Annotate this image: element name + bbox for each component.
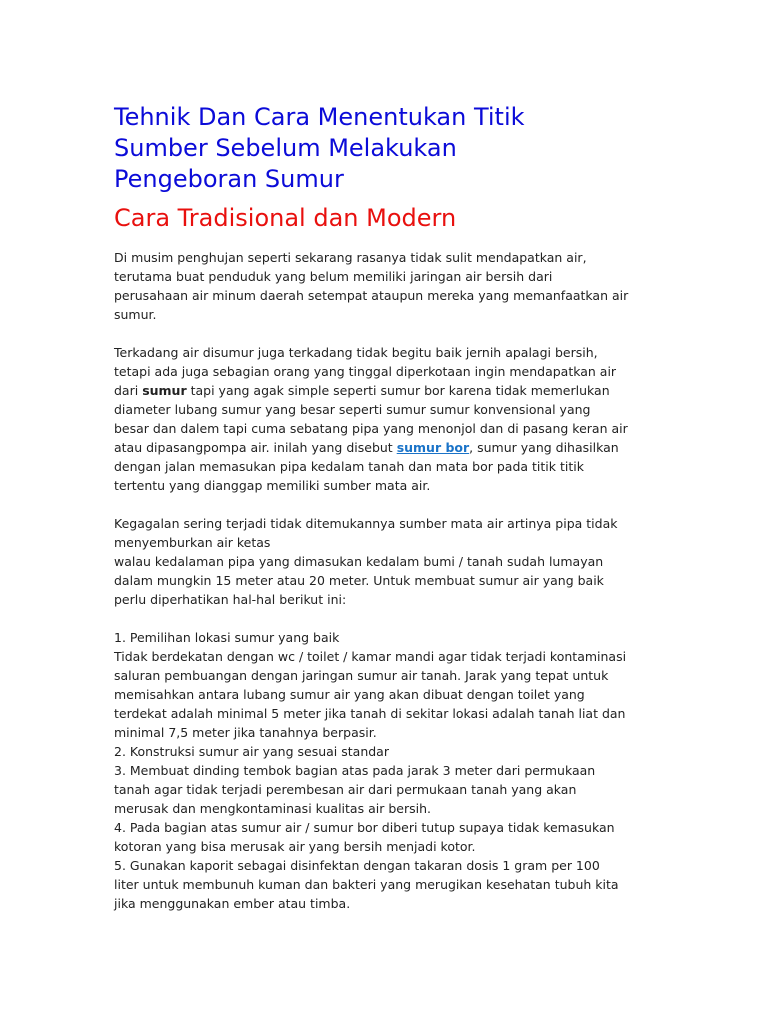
text-segment: , sumur yang dihasilkan [469,440,619,455]
article-body [114,248,659,913]
list-item: 2. Konstruksi sumur air yang sesuai standar [114,744,389,759]
text-line: Terkadang air disumur juga terkadang tidak begitu baik jernih apalagi bersih, [114,345,598,360]
text-line: menyemburkan air ketas [114,535,271,550]
requirements-list [114,628,659,913]
title-line: Tehnik Dan Cara Menentukan Titik [114,103,525,131]
list-item-detail: saluran pembuangan dengan jaringan sumur air tanah. Jarak yang tepat untuk [114,668,609,683]
title-line: Pengeboran Sumur [114,165,344,193]
text-line: besar dan dalem tapi cuma sebatang pipa yang menonjol dan di pasang keran air [114,421,628,436]
list-item-detail: merusak dan mengkontaminasi kualitas air bersih. [114,801,431,816]
text-line: dengan jalan memasukan pipa kedalam tanah dan mata bor pada titik titik [114,459,584,474]
text-line: terutama buat penduduk yang belum memiliki jaringan air bersih dari [114,269,553,284]
sumur-bor-link[interactable]: sumur bor [396,440,470,455]
list-item: 4. Pada bagian atas sumur air / sumur bor diberi tutup supaya tidak kemasukan [114,820,615,835]
title-line: Sumber Sebelum Melakukan [114,134,457,162]
text-line: walau kedalaman pipa yang dimasukan kedalam bumi / tanah sudah lumayan [114,554,604,569]
text-segment: dari [114,383,143,398]
paragraph-kegagalan [114,514,659,609]
text-line: Kegagalan sering terjadi tidak ditemukannya sumber mata air artinya pipa tidak [114,516,618,531]
paragraph-intro [114,248,659,324]
section-heading: Cara Tradisional dan Modern [114,204,457,232]
text-line [114,438,659,457]
text-line: tertentu yang dianggap memiliki sumber mata air. [114,478,431,493]
document-page [114,102,659,932]
list-item: 3. Membuat dinding tembok bagian atas pada jarak 3 meter dari permukaan [114,763,596,778]
list-item: 5. Gunakan kaporit sebagai disinfektan dengan takaran dosis 1 gram per 100 [114,858,600,873]
list-item-detail: jika menggunakan ember atau timba. [114,896,351,911]
list-item-detail: memisahkan antara lubang sumur air yang akan dibuat dengan toilet yang [114,687,585,702]
bold-term-sumur: sumur [142,383,187,398]
text-line [114,381,659,400]
list-item-detail: terdekat adalah minimal 5 meter jika tanah di sekitar lokasi adalah tanah liat dan [114,706,626,721]
list-item-detail: tanah agar tidak terjadi perembesan air dari permukaan tanah yang akan [114,782,577,797]
list-item-detail: kotoran yang bisa merusak air yang bersih menjadi kotor. [114,839,476,854]
text-line: dalam mungkin 15 meter atau 20 meter. Untuk membuat sumur air yang baik [114,573,604,588]
text-line: diameter lubang sumur yang besar seperti sumur sumur konvensional yang [114,402,591,417]
text-line: perusahaan air minum daerah setempat ataupun mereka yang memanfaatkan air [114,288,629,303]
list-item: 1. Pemilihan lokasi sumur yang baik [114,630,340,645]
paragraph-sumur-bor [114,343,659,495]
list-item-detail: minimal 7,5 meter jika tanahnya berpasir. [114,725,377,740]
text-line: tetapi ada juga sebagian orang yang tinggal diperkotaan ingin mendapatkan air [114,364,617,379]
list-item-detail: liter untuk membunuh kuman dan bakteri yang merugikan kesehatan tubuh kita [114,877,619,892]
page-title [114,102,659,195]
text-line: sumur. [114,307,157,322]
text-segment: atau dipasangpompa air. inilah yang disebut [114,440,397,455]
text-line: perlu diperhatikan hal-hal berikut ini: [114,592,347,607]
list-item-detail: Tidak berdekatan dengan wc / toilet / kamar mandi agar tidak terjadi kontaminasi [114,649,627,664]
text-segment: tapi yang agak simple seperti sumur bor karena tidak memerlukan [186,383,610,398]
text-line: Di musim penghujan seperti sekarang rasanya tidak sulit mendapatkan air, [114,250,587,265]
